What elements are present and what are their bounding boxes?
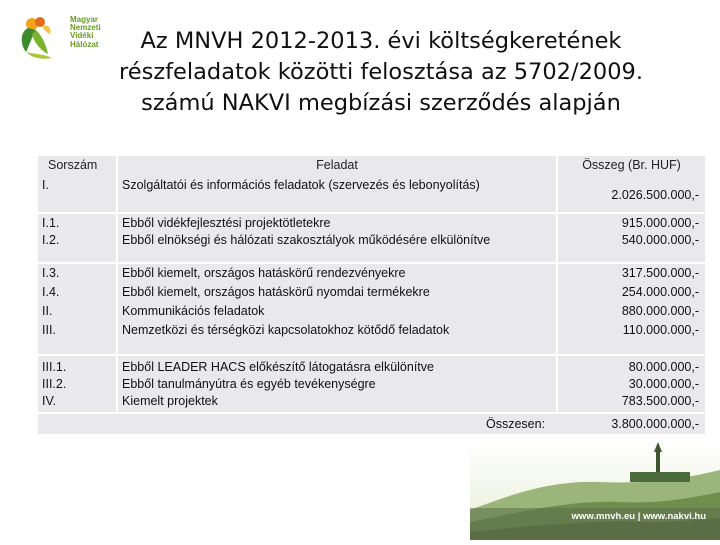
row-amount: 110.000.000,- <box>622 323 699 337</box>
row-number: II. <box>42 304 53 318</box>
title-line-1: Az MNVH 2012-2013. évi költségkeretének <box>140 28 622 54</box>
row-task: Ebből kiemelt, országos hatáskörű rendezvényekre <box>122 266 406 280</box>
row-amount: 30.000.000,- <box>628 377 699 391</box>
row-number: III.1. <box>42 360 67 374</box>
table-row-group <box>38 264 705 354</box>
logo-line-4: Hálózat <box>70 39 99 49</box>
title-line-2: részfeladatok közötti felosztása az 5702/2009. <box>119 59 643 85</box>
row-number: I.4. <box>42 285 60 299</box>
row-amount: 880.000.000,- <box>621 304 699 318</box>
column-divider <box>116 156 118 412</box>
header-feladat-label: Feladat <box>316 158 358 172</box>
row-task: Ebből kiemelt, országos hatáskörű nyomdai termékekre <box>122 285 430 299</box>
header-sorszam-label: Sorszám <box>48 158 98 172</box>
row-task: Ebből LEADER HACS előkészítő látogatásra elkülönítve <box>122 360 434 374</box>
row-amount: 2.026.500.000,- <box>611 188 699 202</box>
logo-line-3: Vidéki <box>70 31 94 41</box>
row-number: III.2. <box>42 377 67 391</box>
row-task: Ebből elnökségi és hálózati szakosztályok működésére elkülönítve <box>122 233 491 247</box>
row-task: Kiemelt projektek <box>122 394 218 408</box>
row-amount: 783.500.000,- <box>621 394 699 408</box>
row-task: Nemzetközi és térségközi kapcsolatokhoz kötődő feladatok <box>122 323 450 337</box>
row-amount: 540.000.000,- <box>621 233 699 247</box>
footer-url[interactable]: www.mnvh.eu | www.nakvi.hu <box>571 511 706 522</box>
title-line-3: számú NAKVI megbízási szerződés alapján <box>141 90 621 116</box>
row-number: I.1. <box>42 216 60 230</box>
total-row <box>38 414 705 434</box>
header-feladat <box>118 156 556 176</box>
row-number: I.2. <box>42 233 60 247</box>
row-amount: 80.000.000,- <box>628 360 699 374</box>
flower-logo-icon <box>18 14 68 62</box>
row-amount: 254.000.000,- <box>621 285 699 299</box>
header-osszeg <box>558 156 705 176</box>
row-number: I. <box>42 178 49 192</box>
total-label: Összesen: <box>486 417 546 431</box>
landscape-illustration <box>470 440 720 540</box>
row-number: III. <box>42 323 56 337</box>
row-task: Ebből vidékfejlesztési projektötletekre <box>122 216 331 230</box>
row-number: I.3. <box>42 266 60 280</box>
row-amount: 317.500.000,- <box>621 266 699 280</box>
row-task: Kommunikációs feladatok <box>122 304 265 318</box>
header-osszeg-label: Összeg (Br. HUF) <box>582 158 681 172</box>
row-amount: 915.000.000,- <box>621 216 699 230</box>
footer-banner <box>470 440 720 540</box>
row-task: Ebből tanulmányútra és egyéb tevékenységre <box>122 377 376 391</box>
page-title <box>96 26 666 119</box>
total-amount: 3.800.000.000,- <box>611 417 699 431</box>
row-task: Szolgáltatói és információs feladatok (szervezés és lebonyolítás) <box>122 178 480 192</box>
table-row <box>38 176 705 212</box>
table-row-group <box>38 214 705 262</box>
table-row-group <box>38 356 705 412</box>
column-divider <box>556 156 558 412</box>
logo-line-1: Magyar <box>70 15 99 24</box>
logo-line-2: Nemzeti <box>70 23 101 33</box>
row-number: IV. <box>42 394 57 408</box>
header-sorszam <box>38 156 116 176</box>
